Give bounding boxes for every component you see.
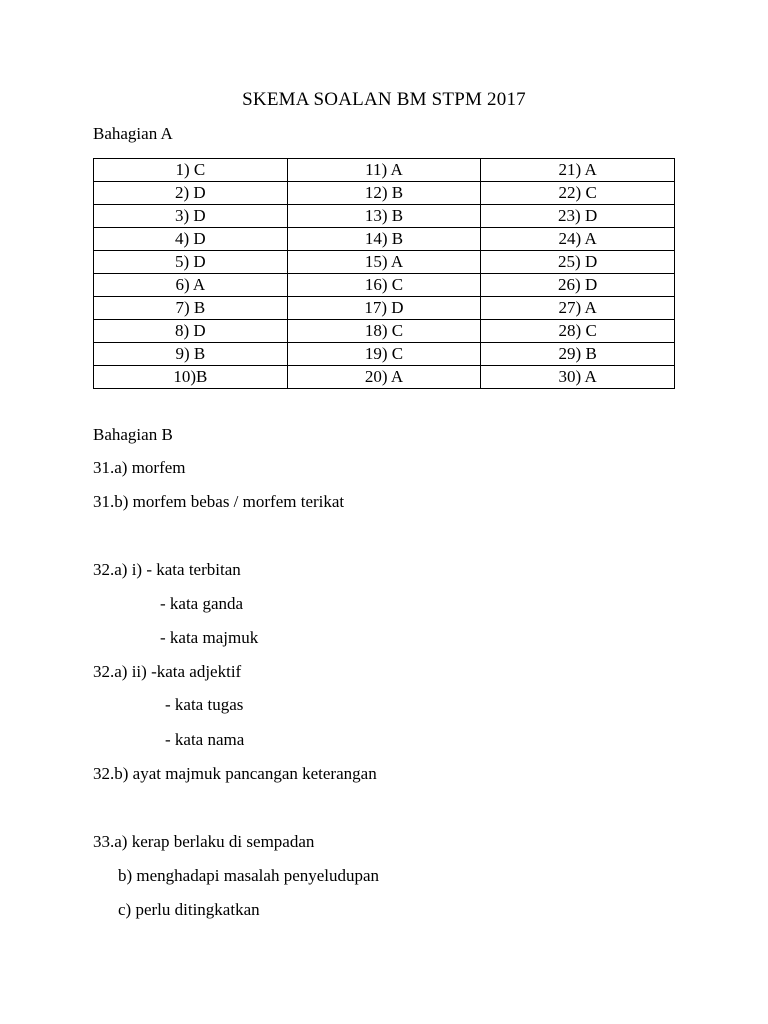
table-cell: 23) D bbox=[481, 205, 675, 228]
table-cell: 12) B bbox=[287, 182, 481, 205]
table-cell: 7) B bbox=[94, 297, 288, 320]
table-cell: 15) A bbox=[287, 251, 481, 274]
answer-subline: b) menghadapi masalah penyeludupan bbox=[118, 866, 380, 885]
table-cell: 29) B bbox=[481, 343, 675, 366]
table-cell: 9) B bbox=[94, 343, 288, 366]
answer-line: 31.a) morfem bbox=[93, 458, 186, 477]
table-cell: 8) D bbox=[94, 320, 288, 343]
answer-line: 32.b) ayat majmuk pancangan keterangan bbox=[93, 764, 377, 783]
table-cell: 5) D bbox=[94, 251, 288, 274]
table-cell: 22) C bbox=[481, 182, 675, 205]
table-cell: 30) A bbox=[481, 366, 675, 389]
table-cell: 28) C bbox=[481, 320, 675, 343]
section-a-heading: Bahagian A bbox=[93, 124, 173, 143]
answer-line: 33.a) kerap berlaku di sempadan bbox=[93, 832, 315, 851]
table-cell: 21) A bbox=[481, 159, 675, 182]
table-cell: 2) D bbox=[94, 182, 288, 205]
table-row bbox=[94, 228, 675, 251]
answer-subline: - kata tugas bbox=[165, 695, 244, 714]
table-row bbox=[94, 251, 675, 274]
table-row bbox=[94, 205, 675, 228]
answer-subline: c) perlu ditingkatkan bbox=[118, 900, 260, 919]
table-row bbox=[94, 297, 675, 320]
table-cell: 17) D bbox=[287, 297, 481, 320]
answer-line: 32.a) ii) -kata adjektif bbox=[93, 662, 242, 681]
answer-subline: - kata nama bbox=[165, 730, 245, 749]
answer-subline: - kata majmuk bbox=[160, 628, 259, 647]
page-title: SKEMA SOALAN BM STPM 2017 bbox=[242, 89, 526, 110]
table-cell: 11) A bbox=[287, 159, 481, 182]
table-cell: 20) A bbox=[287, 366, 481, 389]
table-cell: 10)B bbox=[94, 366, 288, 389]
answer-line: 32.a) i) - kata terbitan bbox=[93, 560, 241, 579]
table-cell: 16) C bbox=[287, 274, 481, 297]
table-cell: 6) A bbox=[94, 274, 288, 297]
table-cell: 3) D bbox=[94, 205, 288, 228]
table-cell: 14) B bbox=[287, 228, 481, 251]
table-cell: 1) C bbox=[94, 159, 288, 182]
table-cell: 13) B bbox=[287, 205, 481, 228]
table-row bbox=[94, 159, 675, 182]
answer-line: 31.b) morfem bebas / morfem terikat bbox=[93, 492, 345, 511]
table-cell: 25) D bbox=[481, 251, 675, 274]
table-row bbox=[94, 320, 675, 343]
table-cell: 18) C bbox=[287, 320, 481, 343]
table-cell: 24) A bbox=[481, 228, 675, 251]
section-b-heading: Bahagian B bbox=[93, 425, 173, 444]
table-row bbox=[94, 366, 675, 389]
answer-table bbox=[93, 158, 675, 389]
table-cell: 26) D bbox=[481, 274, 675, 297]
table-cell: 27) A bbox=[481, 297, 675, 320]
table-row bbox=[94, 343, 675, 366]
table-row bbox=[94, 274, 675, 297]
table-cell: 19) C bbox=[287, 343, 481, 366]
table-cell: 4) D bbox=[94, 228, 288, 251]
table-row bbox=[94, 182, 675, 205]
answer-subline: - kata ganda bbox=[160, 594, 244, 613]
